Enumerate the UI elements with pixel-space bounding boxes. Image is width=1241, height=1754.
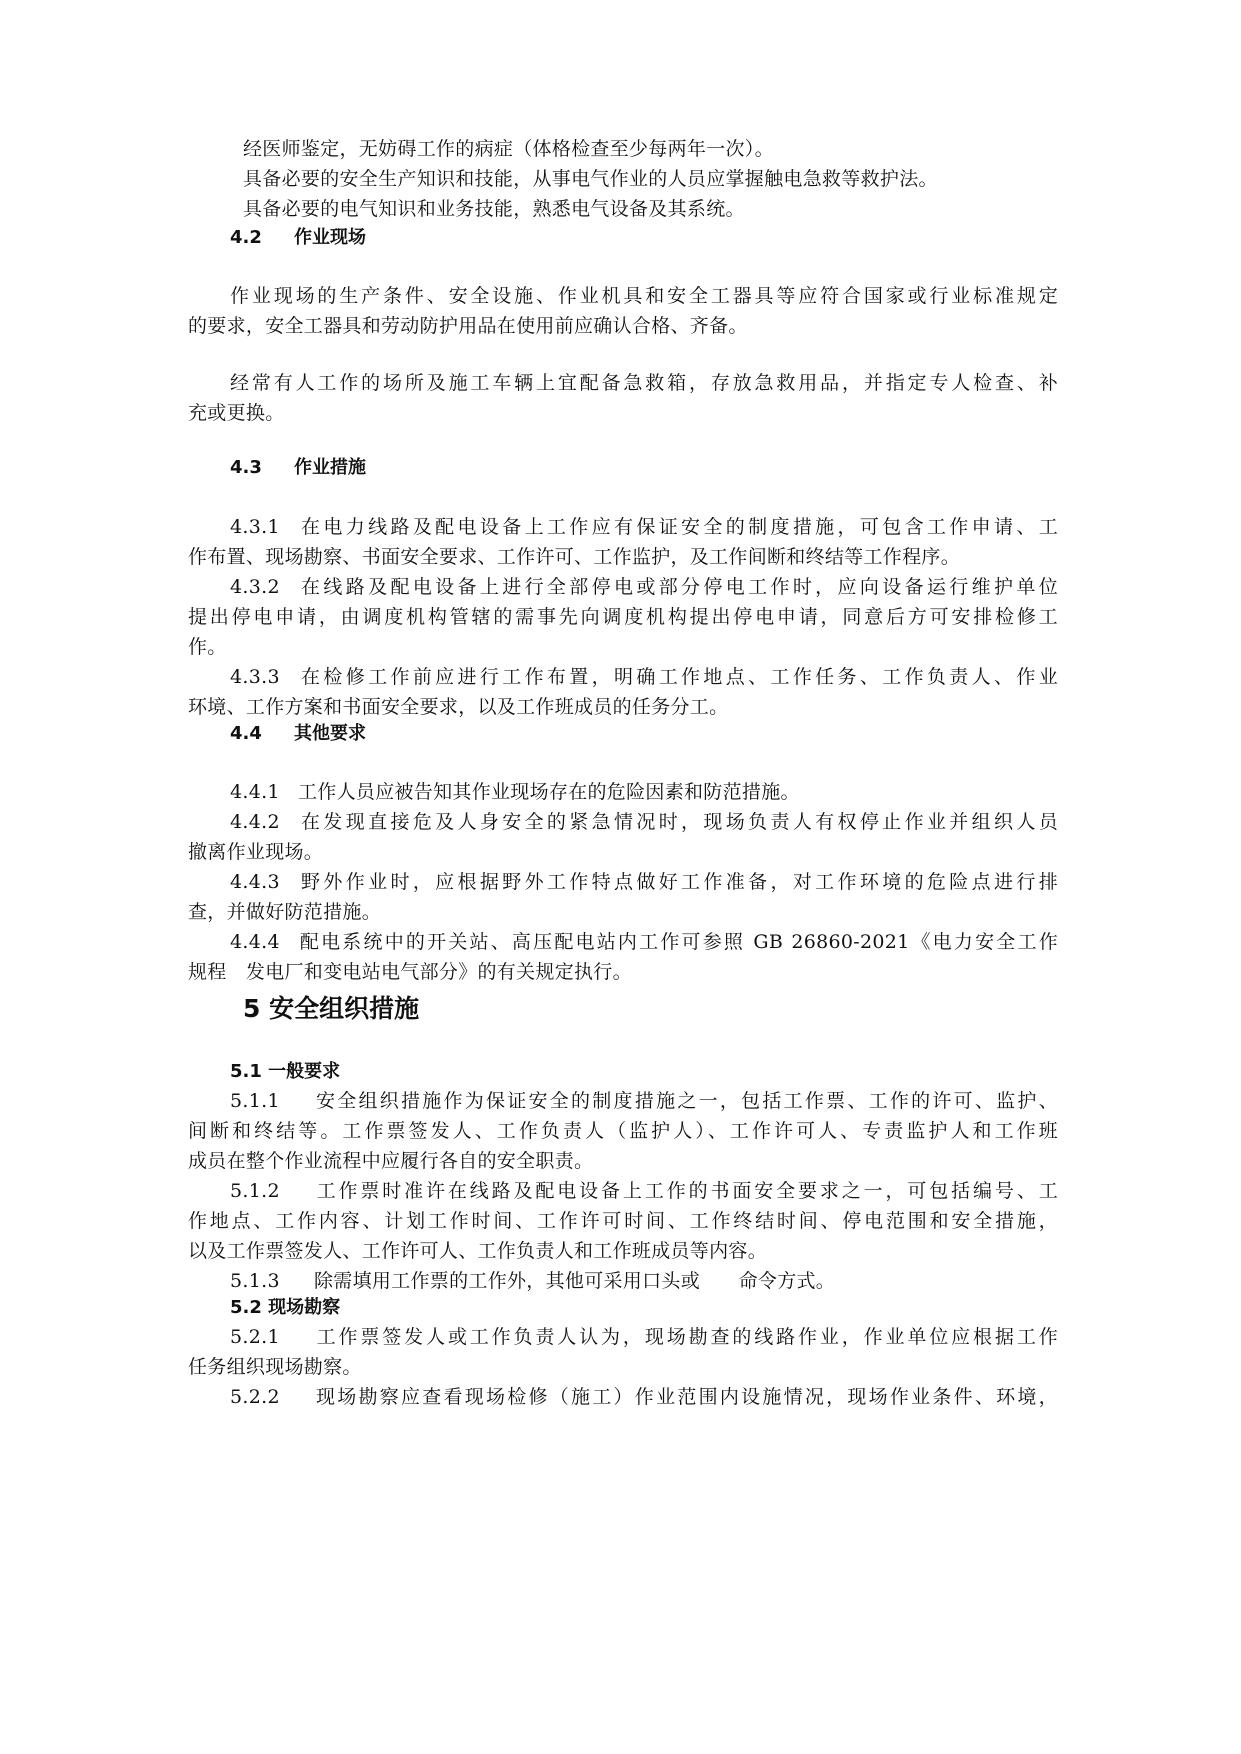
clause-4-4-1 [230,777,1058,807]
clause-4-4-3 [230,867,1058,897]
clause-number: 4.3.3 [230,666,280,688]
paragraph-line: 以及工作票签发人、工作许可人、工作负责人和工作班成员等内容。 [188,1240,768,1262]
intro-line-3: 具备必要的电气知识和业务技能，熟悉电气设备及其系统。 [243,198,745,220]
clause-4-4-4 [230,927,1058,957]
clause-5-1-1 [230,1086,1058,1116]
clause-4-3-2 [230,572,1058,602]
paragraph-line: 成员在整个作业流程中应履行各自的安全职责。 [188,1150,594,1172]
paragraph-line: 作布置、现场勘察、书面安全要求、工作许可、工作监护，及工作间断和终结等工作程序。 [188,546,961,568]
clause-4-3-3 [230,662,1058,692]
section-heading-4-2 [230,224,366,252]
paragraph-line: 规程 发电厂和变电站电气部分》的有关规定执行。 [188,961,632,983]
paragraph-line: 间断和终结等。工作票签发人、工作负责人（监护人）、工作许可人、专责监护人和工作班 [188,1120,1058,1142]
clause-number: 5.1.2 [230,1180,280,1202]
clause-number: 4.4.1 [230,781,280,803]
intro-line-2: 具备必要的安全生产知识和技能，从事电气作业的人员应掌握触电急救等救护法。 [243,168,938,190]
clause-5-1-3 [230,1266,1058,1296]
section-number: 4.2 [230,227,262,248]
clause-number: 5.1.3 [230,1270,280,1292]
paragraph-line: 的要求，安全工器具和劳动防护用品在使用前应确认合格、齐备。 [188,315,748,337]
paragraph-line: 充或更换。 [188,402,285,424]
paragraph-line: 查，并做好防范措施。 [188,901,382,923]
paragraph-line: 撤离作业现场。 [188,841,324,863]
section-number: 4.3 [230,457,262,478]
paragraph-line: 作业现场的生产条件、安全设施、作业机具和安全工器具等应符合国家或行业标准规定 [230,285,1058,307]
clause-text: 安全组织措施作为保证安全的制度措施之一，包括工作票、工作的许可、监护、 [314,1090,1058,1112]
clause-text: 现场勘察应查看现场检修（施工）作业范围内设施情况，现场作业条件、环境， [314,1386,1058,1408]
paragraph-line: 任务组织现场勘察。 [188,1356,362,1378]
clause-text: 在发现直接危及人身安全的紧急情况时，现场负责人有权停止作业并组织人员 [298,811,1058,833]
section-heading-4-3 [230,454,366,482]
clause-5-2-1 [230,1322,1058,1352]
clause-number: 5.1.1 [230,1090,280,1112]
paragraph-line: 作地点、工作内容、计划工作时间、工作许可时间、工作终结时间、停电范围和安全措施， [188,1210,1058,1232]
clause-4-4-2 [230,807,1058,837]
clause-text: 野外作业时，应根据野外工作特点做好工作准备，对工作环境的危险点进行排 [298,871,1058,893]
clause-text: 除需填用工作票的工作外，其他可采用口头或 命令方式。 [314,1270,836,1292]
chapter-heading-5: 5 安全组织措施 [243,994,420,1023]
clause-text: 在电力线路及配电设备上工作应有保证安全的制度措施，可包含工作申请、工 [298,516,1058,538]
clause-text: 工作人员应被告知其作业现场存在的危险因素和防范措施。 [298,781,800,803]
paragraph-line: 环境、工作方案和书面安全要求，以及工作班成员的任务分工。 [188,696,729,718]
section-heading-4-4 [230,720,366,748]
clause-text: 工作票签发人或工作负责人认为，现场勘查的线路作业，作业单位应根据工作 [314,1326,1058,1348]
section-title: 作业现场 [294,227,366,248]
clause-number: 4.3.2 [230,576,280,598]
clause-text: 在检修工作前应进行工作布置，明确工作地点、工作任务、工作负责人、作业 [298,666,1058,688]
clause-number: 5.2.2 [230,1386,280,1408]
clause-4-3-1 [230,512,1058,542]
paragraph-line: 作。 [188,636,227,658]
clause-5-2-2 [230,1382,1058,1412]
section-heading-5-1: 5.1 一般要求 [230,1061,341,1082]
paragraph-line: 提出停电申请，由调度机构管辖的需事先向调度机构提出停电申请，同意后方可安排检修工 [188,606,1058,628]
section-number: 4.4 [230,723,262,744]
clause-number: 4.4.4 [230,931,280,953]
clause-text: 工作票时准许在线路及配电设备上工作的书面安全要求之一，可包括编号、工 [314,1180,1058,1202]
section-title: 作业措施 [294,457,366,478]
paragraph-line: 经常有人工作的场所及施工车辆上宜配备急救箱，存放急救用品，并指定专人检查、补 [230,372,1058,394]
clause-number: 4.4.3 [230,871,280,893]
clause-number: 4.3.1 [230,516,280,538]
section-heading-5-2: 5.2 现场勘察 [230,1297,341,1318]
section-title: 其他要求 [294,723,366,744]
clause-text: 配电系统中的开关站、高压配电站内工作可参照 GB 26860-2021《电力安全工作 [298,931,1058,953]
clause-number: 5.2.1 [230,1326,280,1348]
clause-text: 在线路及配电设备上进行全部停电或部分停电工作时，应向设备运行维护单位 [298,576,1058,598]
intro-line-1: 经医师鉴定，无妨碍工作的病症（体格检查至少每两年一次）。 [243,138,774,160]
clause-number: 4.4.2 [230,811,280,833]
clause-5-1-2 [230,1176,1058,1206]
